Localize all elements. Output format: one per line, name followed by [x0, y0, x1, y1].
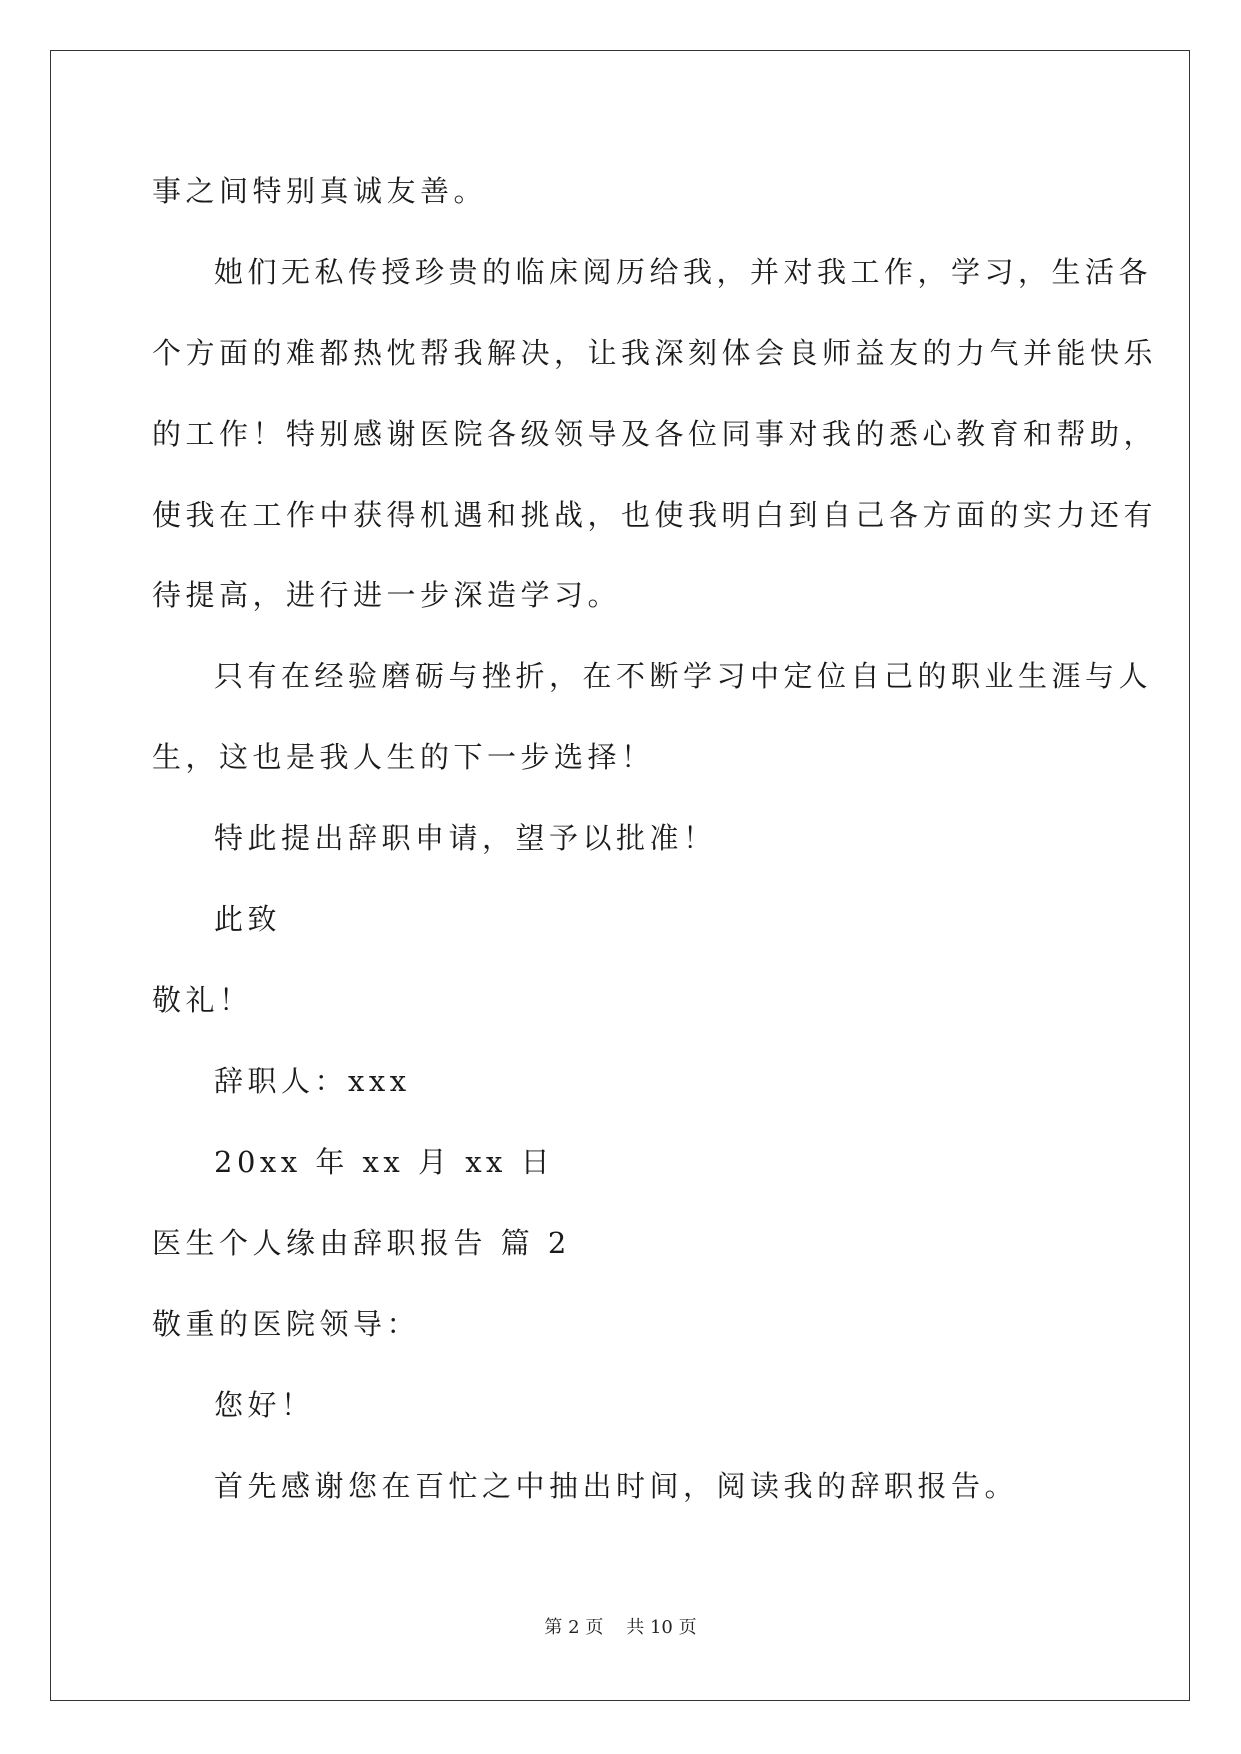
page-border: [50, 50, 1190, 1701]
paragraph-line: 特此提出辞职申请，望予以批准！: [214, 821, 717, 855]
paragraph-line: 首先感谢您在百忙之中抽出时间，阅读我的辞职报告。: [214, 1469, 1019, 1503]
paragraph-line: 的工作！特别感谢医院各级领导及各位同事对我的悉心教育和帮助，: [152, 417, 1158, 451]
page-footer: [0, 1616, 1241, 1640]
section-heading: 医生个人缘由辞职报告 篇 2: [152, 1226, 571, 1260]
signature-line: 辞职人：xxx: [214, 1064, 411, 1098]
paragraph-line: 个方面的难都热忱帮我解决，让我深刻体会良师益友的力气并能快乐: [152, 336, 1158, 370]
page-number: 第 2 页: [544, 1617, 604, 1638]
greeting-recipient: 敬重的医院领导：: [152, 1307, 421, 1341]
paragraph-line: 生，这也是我人生的下一步选择！: [152, 740, 655, 774]
closing-salutation: 此致: [214, 902, 282, 936]
date-line: 20xx 年 xx 月 xx 日: [214, 1145, 555, 1179]
paragraph-line: 只有在经验磨砺与挫折，在不断学习中定位自己的职业生涯与人: [214, 659, 1153, 693]
paragraph-line: 事之间特别真诚友善。: [152, 174, 488, 208]
paragraph-line: 使我在工作中获得机遇和挑战，也使我明白到自己各方面的实力还有: [152, 498, 1158, 532]
paragraph-line: 待提高，进行进一步深造学习。: [152, 578, 622, 612]
closing-regards: 敬礼！: [152, 983, 253, 1017]
paragraph-line: 她们无私传授珍贵的临床阅历给我，并对我工作，学习，生活各: [214, 255, 1153, 289]
page-total: 共 10 页: [626, 1617, 697, 1638]
greeting: 您好！: [214, 1388, 315, 1422]
